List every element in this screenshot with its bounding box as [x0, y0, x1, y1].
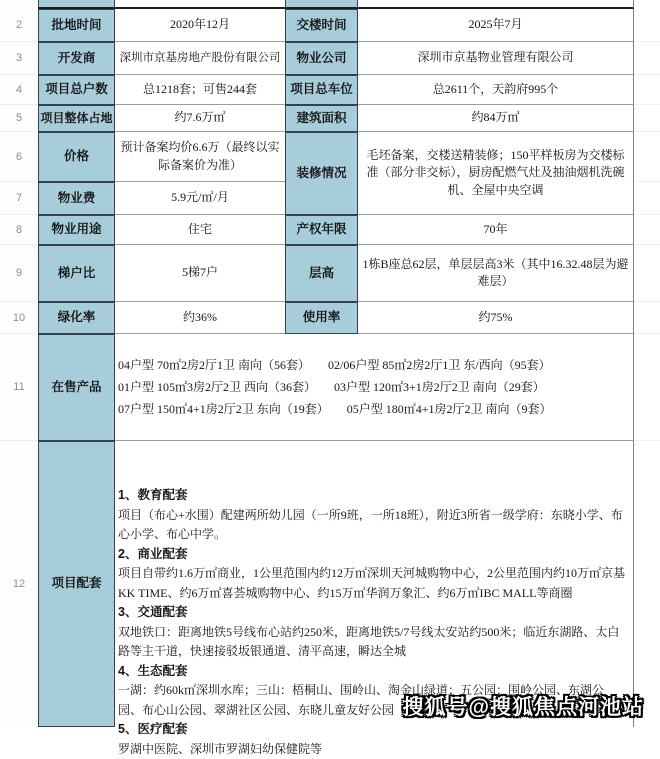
amenity-section-heading: 3、交通配套 — [118, 603, 627, 623]
row-number: 12 — [0, 441, 38, 727]
floor-height-label: 层高 — [285, 245, 358, 302]
right-margin — [634, 9, 660, 42]
product-line: 04户型 70㎡2房2厅1卫 南向（56套） 02/06户型 85㎡2房2厅1卫 东/西向（95套） — [118, 354, 551, 376]
row-number: 9 — [0, 245, 38, 302]
developer-value: 深圳市京基房地产股份有限公司 — [115, 42, 285, 75]
handover-date-value: 2025年7月 — [358, 9, 634, 42]
decoration-label: 装修情况 — [285, 132, 358, 215]
row-number: 5 — [0, 105, 38, 132]
property-use-value: 住宅 — [115, 215, 285, 245]
right-margin — [634, 132, 660, 182]
partial-row-label-cell — [285, 0, 358, 9]
project-amenities-label: 项目配套 — [38, 441, 115, 727]
total-units-label: 项目总户数 — [38, 75, 115, 105]
total-parking-value: 总2611个，天韵府995个 — [358, 75, 634, 105]
row-number: 11 — [0, 334, 38, 441]
product-line: 01户型 105㎡3房2厅2卫 西向（36套） 03户型 120㎡3+1房2厅2卫 南向（29套） — [118, 376, 545, 398]
row-gutter — [0, 0, 38, 9]
property-company-label: 物业公司 — [285, 42, 358, 75]
amenity-section-heading: 1、教育配套 — [118, 486, 627, 506]
elevator-ratio-value: 5梯7户 — [115, 245, 285, 302]
decoration-value: 毛坯备案，交楼送精装修；150平样板房为交楼标准（部分非交标），厨房配燃气灶及抽油烟机洗碗机、全屋中央空调 — [358, 132, 634, 215]
floor-area-label: 建筑面积 — [285, 105, 358, 132]
right-margin — [634, 0, 660, 9]
total-units-value: 总1218套；可售244套 — [115, 75, 285, 105]
amenity-section-heading: 2、商业配套 — [118, 545, 627, 565]
site-area-label: 项目整体占地 — [38, 105, 115, 132]
right-margin — [634, 245, 660, 302]
amenity-section-heading: 5、医疗配套 — [118, 720, 627, 740]
row-number: 8 — [0, 215, 38, 245]
partial-row-value-cell — [115, 0, 285, 9]
price-value: 预计备案均价6.6万（最终以实际备案价为准） — [115, 132, 285, 182]
partial-row-value-cell — [358, 0, 634, 9]
property-company-value: 深圳市京基物业管理有限公司 — [358, 42, 634, 75]
products-on-sale-value — [115, 334, 634, 441]
product-line: 07户型 150㎡4+1房2厅2卫 东向（19套） 05户型 180㎡4+1房2厅2卫 南向（9套） — [118, 398, 552, 420]
right-margin — [634, 302, 660, 334]
tenure-value: 70年 — [358, 215, 634, 245]
total-parking-label: 项目总车位 — [285, 75, 358, 105]
land-date-label: 批地时间 — [38, 9, 115, 42]
sohu-watermark: 搜狐号@搜狐焦点河池站 — [403, 691, 644, 721]
greening-rate-value: 约36% — [115, 302, 285, 334]
row-number: 3 — [0, 42, 38, 75]
products-on-sale-label: 在售产品 — [38, 334, 115, 441]
elevator-ratio-label: 梯户比 — [38, 245, 115, 302]
row-number: 2 — [0, 9, 38, 42]
amenity-section-heading: 4、生态配套 — [118, 662, 627, 682]
right-margin — [634, 334, 660, 441]
site-area-value: 约7.6万㎡ — [115, 105, 285, 132]
right-margin — [634, 215, 660, 245]
right-margin — [634, 42, 660, 75]
tenure-label: 产权年限 — [285, 215, 358, 245]
right-margin — [634, 105, 660, 132]
usage-rate-label: 使用率 — [285, 302, 358, 334]
amenity-section-body: 罗湖中医院、深圳市罗湖妇幼保健院等 — [118, 740, 627, 759]
amenity-section-body: 项目（布心+水围）配建两所幼儿园（一所9班，一所18班），附近3所省一级学府：东晓小学、布心小学、布心中学。 — [118, 506, 627, 545]
row-number: 10 — [0, 302, 38, 334]
project-amenities-value — [115, 441, 634, 727]
right-margin — [634, 441, 660, 727]
floor-height-value: 1栋B座总62层，单层层高3米（其中16.32.48层为避难层） — [358, 245, 634, 302]
amenity-section-body: 一湖：约60k㎡深圳水库；三山：梧桐山、围岭山、淘金山绿道；五公园：围岭公园、东湖公园、布心山公园、翠湖社区公园、东晓儿童友好公园 — [118, 681, 627, 720]
row-number: 6 — [0, 132, 38, 182]
usage-rate-value: 约75% — [358, 302, 634, 334]
right-margin — [634, 75, 660, 105]
row-number: 7 — [0, 182, 38, 215]
floor-area-value: 约84万㎡ — [358, 105, 634, 132]
right-margin — [634, 182, 660, 215]
property-fee-label: 物业费 — [38, 182, 115, 215]
land-date-value: 2020年12月 — [115, 9, 285, 42]
developer-label: 开发商 — [38, 42, 115, 75]
property-use-label: 物业用途 — [38, 215, 115, 245]
amenity-section-body: 双地铁口：距离地铁5号线布心站约250米，距离地铁5/7号线太安站约500米；临近东湖路、太白路等主干道，快速接驳坂银通道、清平高速，瞬达全城 — [118, 623, 627, 662]
partial-row-label-cell — [38, 0, 115, 9]
property-fee-value: 5.9元/㎡/月 — [115, 182, 285, 215]
handover-date-label: 交楼时间 — [285, 9, 358, 42]
row-number: 4 — [0, 75, 38, 105]
amenity-section-body: 项目自带约1.6万㎡商业，1公里范围内约12万㎡深圳天河城购物中心，2公里范围内约10万㎡京基KK TIME、约6万㎡喜荟城购物中心、约15万㎡华润万象汇、约6万㎡IBC MALL等商圈 — [118, 564, 627, 603]
greening-rate-label: 绿化率 — [38, 302, 115, 334]
price-label: 价格 — [38, 132, 115, 182]
